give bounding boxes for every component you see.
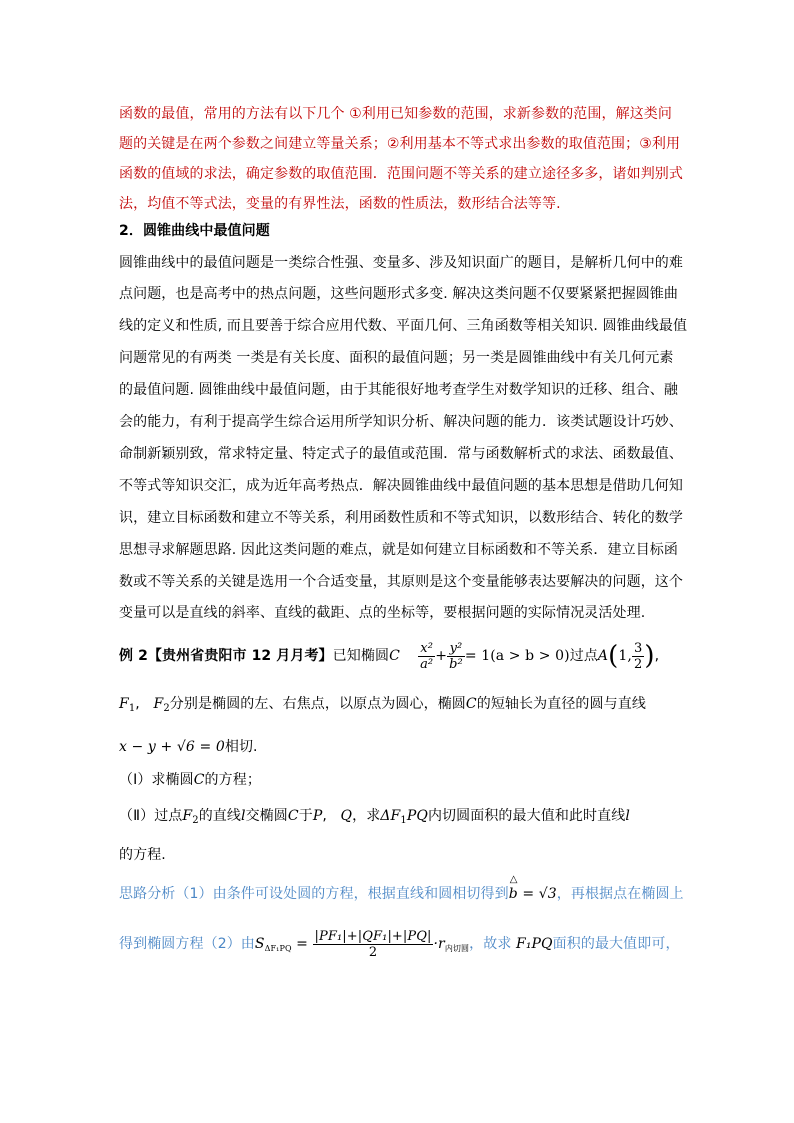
body-line-10: 思想寻求解题思路. 因此这类问题的难点，就是如何建立目标函数和不等关系．建立目标函 bbox=[119, 542, 678, 558]
tangent-line-eq: x − y + √6 = 0 bbox=[119, 739, 225, 755]
frac-x: $\frac{\text{x²}}{\text{a²}}$ bbox=[420, 640, 434, 672]
triangle-mark: △ bbox=[509, 874, 518, 885]
body-line-8: 不等式等知识交汇，成为近年高考热点．解决圆锥曲线中最值问题的基本思想是借助几何知 bbox=[119, 478, 683, 494]
area-fraction: $\frac{\text{|PF₁|+|QF₁|+|PQ|}}{2}$ bbox=[314, 928, 432, 960]
body-line-2: 点问题，也是高考中的热点问题，这些问题形式多变. 解决这类问题不仅要紧紧把握圆锥曲 bbox=[119, 286, 678, 302]
example-line-3: x − y + √6 = 0相切. bbox=[119, 739, 258, 755]
body-line-9: 识，建立目标函数和建立不等关系，利用函数性质和不等式知识，以数形结合、转化的数学 bbox=[119, 510, 683, 526]
intro-line-2: 题的关键是在两个参数之间建立等量关系；②利用基本不等式求出参数的取值范围；③利用 bbox=[119, 136, 681, 152]
section-heading: 2．圆锥曲线中最值问题 bbox=[119, 223, 270, 239]
frac-y: $\frac{\text{y²}}{\text{b²}}$ bbox=[449, 640, 463, 672]
body-line-5: 的最值问题. 圆锥曲线中最值问题，由于其能很好地考查学生对数学知识的迁移、组合、融 bbox=[119, 382, 678, 398]
body-line-6: 会的能力，有利于提高学生综合运用所学知识分析、解决问题的能力．该类试题设计巧妙、 bbox=[119, 414, 683, 430]
intro-line-1: 函数的最值，常用的方法有以下几个 ①利用已知参数的范围，求新参数的范围，解这类问 bbox=[119, 106, 672, 122]
example-text-1: 已知椭圆 bbox=[332, 648, 390, 664]
intro-line-4: 法，均值不等式法，变量的有界性法，函数的性质法，数形结合法等等. bbox=[119, 196, 561, 212]
part-1: （Ⅰ）求椭圆C的方程； bbox=[119, 772, 261, 788]
example-label: 例 2【贵州省贵阳市 12 月月考】 bbox=[119, 648, 333, 664]
analysis-line-2: 得到椭圆方程（2）由$S_{\Delta F_1PQ}$ = $\frac{\text{|PF₁|+|QF₁|+|PQ|}}{2}$ $\cdot r_{内切圆}$，故求 F₁PQ面积的最大值即可， bbox=[119, 928, 680, 960]
body-line-12: 变量可以是直线的斜率、直线的截距、点的坐标等，要根据问题的实际情况灵活处理. bbox=[119, 605, 646, 621]
equation-rest: = 1(a > b > 0) bbox=[464, 648, 570, 664]
curve-name: C bbox=[389, 648, 400, 664]
example-line-2: $F_1$, $F_2$分别是椭圆的左、右焦点，以原点为圆心，椭圆C的短轴长为直径的圆与直线 bbox=[119, 696, 646, 714]
body-line-1: 圆锥曲线中的最值问题是一类综合性强、变量多、涉及知识面广的题目，是解析几何中的难 bbox=[119, 255, 683, 271]
body-line-4: 问题常见的有两类 一类是有关长度、面积的最值问题；另一类是圆锥曲线中有关几何元素 bbox=[119, 350, 674, 366]
part-2-end: 的方程. bbox=[119, 847, 166, 863]
body-line-7: 命制新颖别致，常求特定量、特定式子的最值或范围．常与函数解析式的求法、函数最值、 bbox=[119, 446, 683, 462]
part-2: （Ⅱ）过点$F_2$的直线l交椭圆C于P, Q，求$\Delta F_1PQ$内切圆面积的最大值和此时直线l bbox=[119, 808, 630, 826]
body-line-11: 数或不等关系的关键是选用一个合适变量，其原则是这个变量能够表达要解决的问题，这个 bbox=[119, 574, 683, 590]
b-value: b = √3 bbox=[508, 886, 557, 902]
frac-point: $\frac{3}{2}$ bbox=[633, 640, 643, 672]
body-line-3: 线的定义和性质, 而且要善于综合应用代数、平面几何、三角函数等相关知识. 圆锥曲线最值 bbox=[119, 318, 688, 334]
example-text-2: 过点 bbox=[569, 648, 598, 664]
example-line-1: 例 2【贵州省贵阳市 12 月月考】已知椭圆C $\frac{\text{x²}}{\text{a²}}$ + $\frac{\text{y²}}{\text{b²}}$ = 1(a > b > 0)过点A(1, $\frac{3}{2}$ ), bbox=[119, 640, 660, 672]
intro-line-3: 函数的值域的求法，确定参数的取值范围．范围问题不等关系的建立途径多多，诸如判别式 bbox=[119, 166, 683, 182]
analysis-line-1: 思路分析（1）由条件可设处圆的方程，根据直线和圆相切得到 △ b = √3，再根据点在椭圆上 bbox=[119, 880, 679, 908]
point-name: A bbox=[597, 648, 609, 664]
